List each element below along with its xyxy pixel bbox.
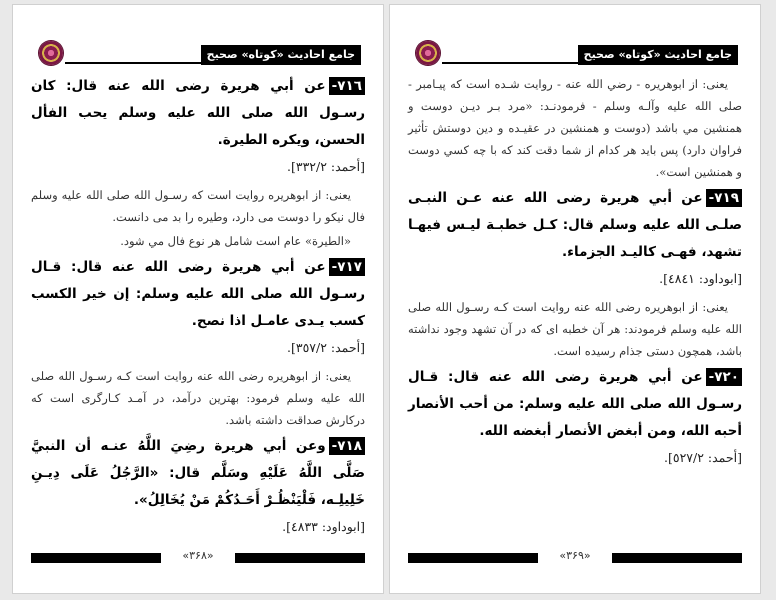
hadith-arabic-text [31,254,365,335]
hadith-text: عن أبي هريرة رضى الله عنه قال: قـال رسـول الله صلى الله عليه وسلم: إن خير الكسب كسب يـدى عامـل اذا نصح. [31,259,365,329]
hadith-arabic-text [31,433,365,514]
running-title: جامع احادیث «کوتاه» صحیح [201,45,361,65]
hadith-arabic-text [408,364,742,445]
persian-translation: يعنى: از ابوهريره - رضي الله عنه - روايت شـده است كه پيـامبر - صلى الله عليه وآلـه وسلم - فرمودنـد: «مرد بـر ديـن دوست و همنشين مي باشد (دوست و همنشين در عقيـده و دين دوستش تأثير فراوان دارد) پس بايد هر كدام از شما دقت كند كه با چه كسي دوست و همنشين است». [408,77,742,179]
hadith-text: عن أبي هريرة رضى الله عنه قال: كان رسـول الله صلى الله عليه وسلم يحب الفأل الحسن، ويكره الطيرة. [31,78,365,148]
persian-translation: يعنى: از ابوهريره روايت است كه رسـول الله صلى الله عليه وسلم فال نيكو را دوست مى دارد، وطيره را بد مى دانست. [31,188,365,224]
page-footer [408,551,742,565]
hadith-number: ٧٢٠- [706,368,742,386]
footer-bar [235,553,365,563]
hadith-number: ٧١٨- [329,437,365,455]
hadith-text: عن أبي هريرة رضى الله عنه عـن النبـى صلـى الله عليه وسلم قال: كـل خطبـة ليـس فيهـا تشهد، فهـى كاليـد الجزماء. [408,190,742,260]
source-reference: [أحمد: ٣٥٧/٢]. [287,340,365,355]
book-page-right [389,4,761,594]
page-number: «۳۶۹» [559,549,591,562]
book-page-left [12,4,384,594]
page-footer [31,551,365,565]
footer-bar [612,553,742,563]
persian-translation: يعنى: از ابوهريره رضى الله عنه روايت است كـه رسـول الله صلى الله عليه وسلم فرمودند: هر آن خطبه اى كه در آن تشهد وجود نداشته باشد، همچون دستى جذام رسيده است. [408,300,742,358]
source-reference: [ابوداود: ٤٨٤١]. [659,271,742,286]
book-emblem-icon [39,41,63,65]
hadith-arabic-text [408,185,742,266]
running-title: جامع احادیث «کوتاه» صحیح [578,45,738,65]
persian-translation: يعنى: از ابوهريره رضى الله عنه روايت است كـه رسـول الله صلى الله عليه وسلم فرمود: بهترين درآمد، در آمـد كـارگرى است كه دركارش صداقت داشته باشد. [31,369,365,427]
hadith-text: عن أبي هريرة رضى الله عنه قال: قـال رسـول الله صلى الله عليه وسلم: من أحب الأنصار أحبه الله، ومن أبغض الأنصار أبغضه الله. [408,369,742,439]
persian-translation: «الطيرة» عام است شامل هر نوع فال مي شود. [120,234,351,248]
hadith-number: ٧١٧- [329,258,365,276]
hadith-number: ٧١٩- [706,189,742,207]
source-reference: [أحمد: ٣٣٢/٢]. [287,159,365,174]
page-number: «۳۶۸» [182,549,214,562]
page-content [31,73,365,544]
book-emblem-icon [416,41,440,65]
source-reference: [ابوداود: ٤٨٣٣]. [282,519,365,534]
hadith-number: ٧١٦- [329,77,365,95]
hadith-text: وعن أبي هريرة رضِيَ اللَّهُ عنـه أن النبيَّ صَلَّى اللَّهُ عَلَيْهِ وسَلَّم قال: «الرَّجُلُ عَلَى دِيـنِ خَلِيلِـه، فَلْيَنْظُـرْ أَحَـدُكُمْ مَنْ يُخَالِلُ». [31,438,365,508]
source-reference: [أحمد: ٥٢٧/٢]. [664,450,742,465]
hadith-arabic-text [31,73,365,154]
page-header [412,45,738,67]
page-content [408,73,742,475]
page-header [35,45,361,67]
